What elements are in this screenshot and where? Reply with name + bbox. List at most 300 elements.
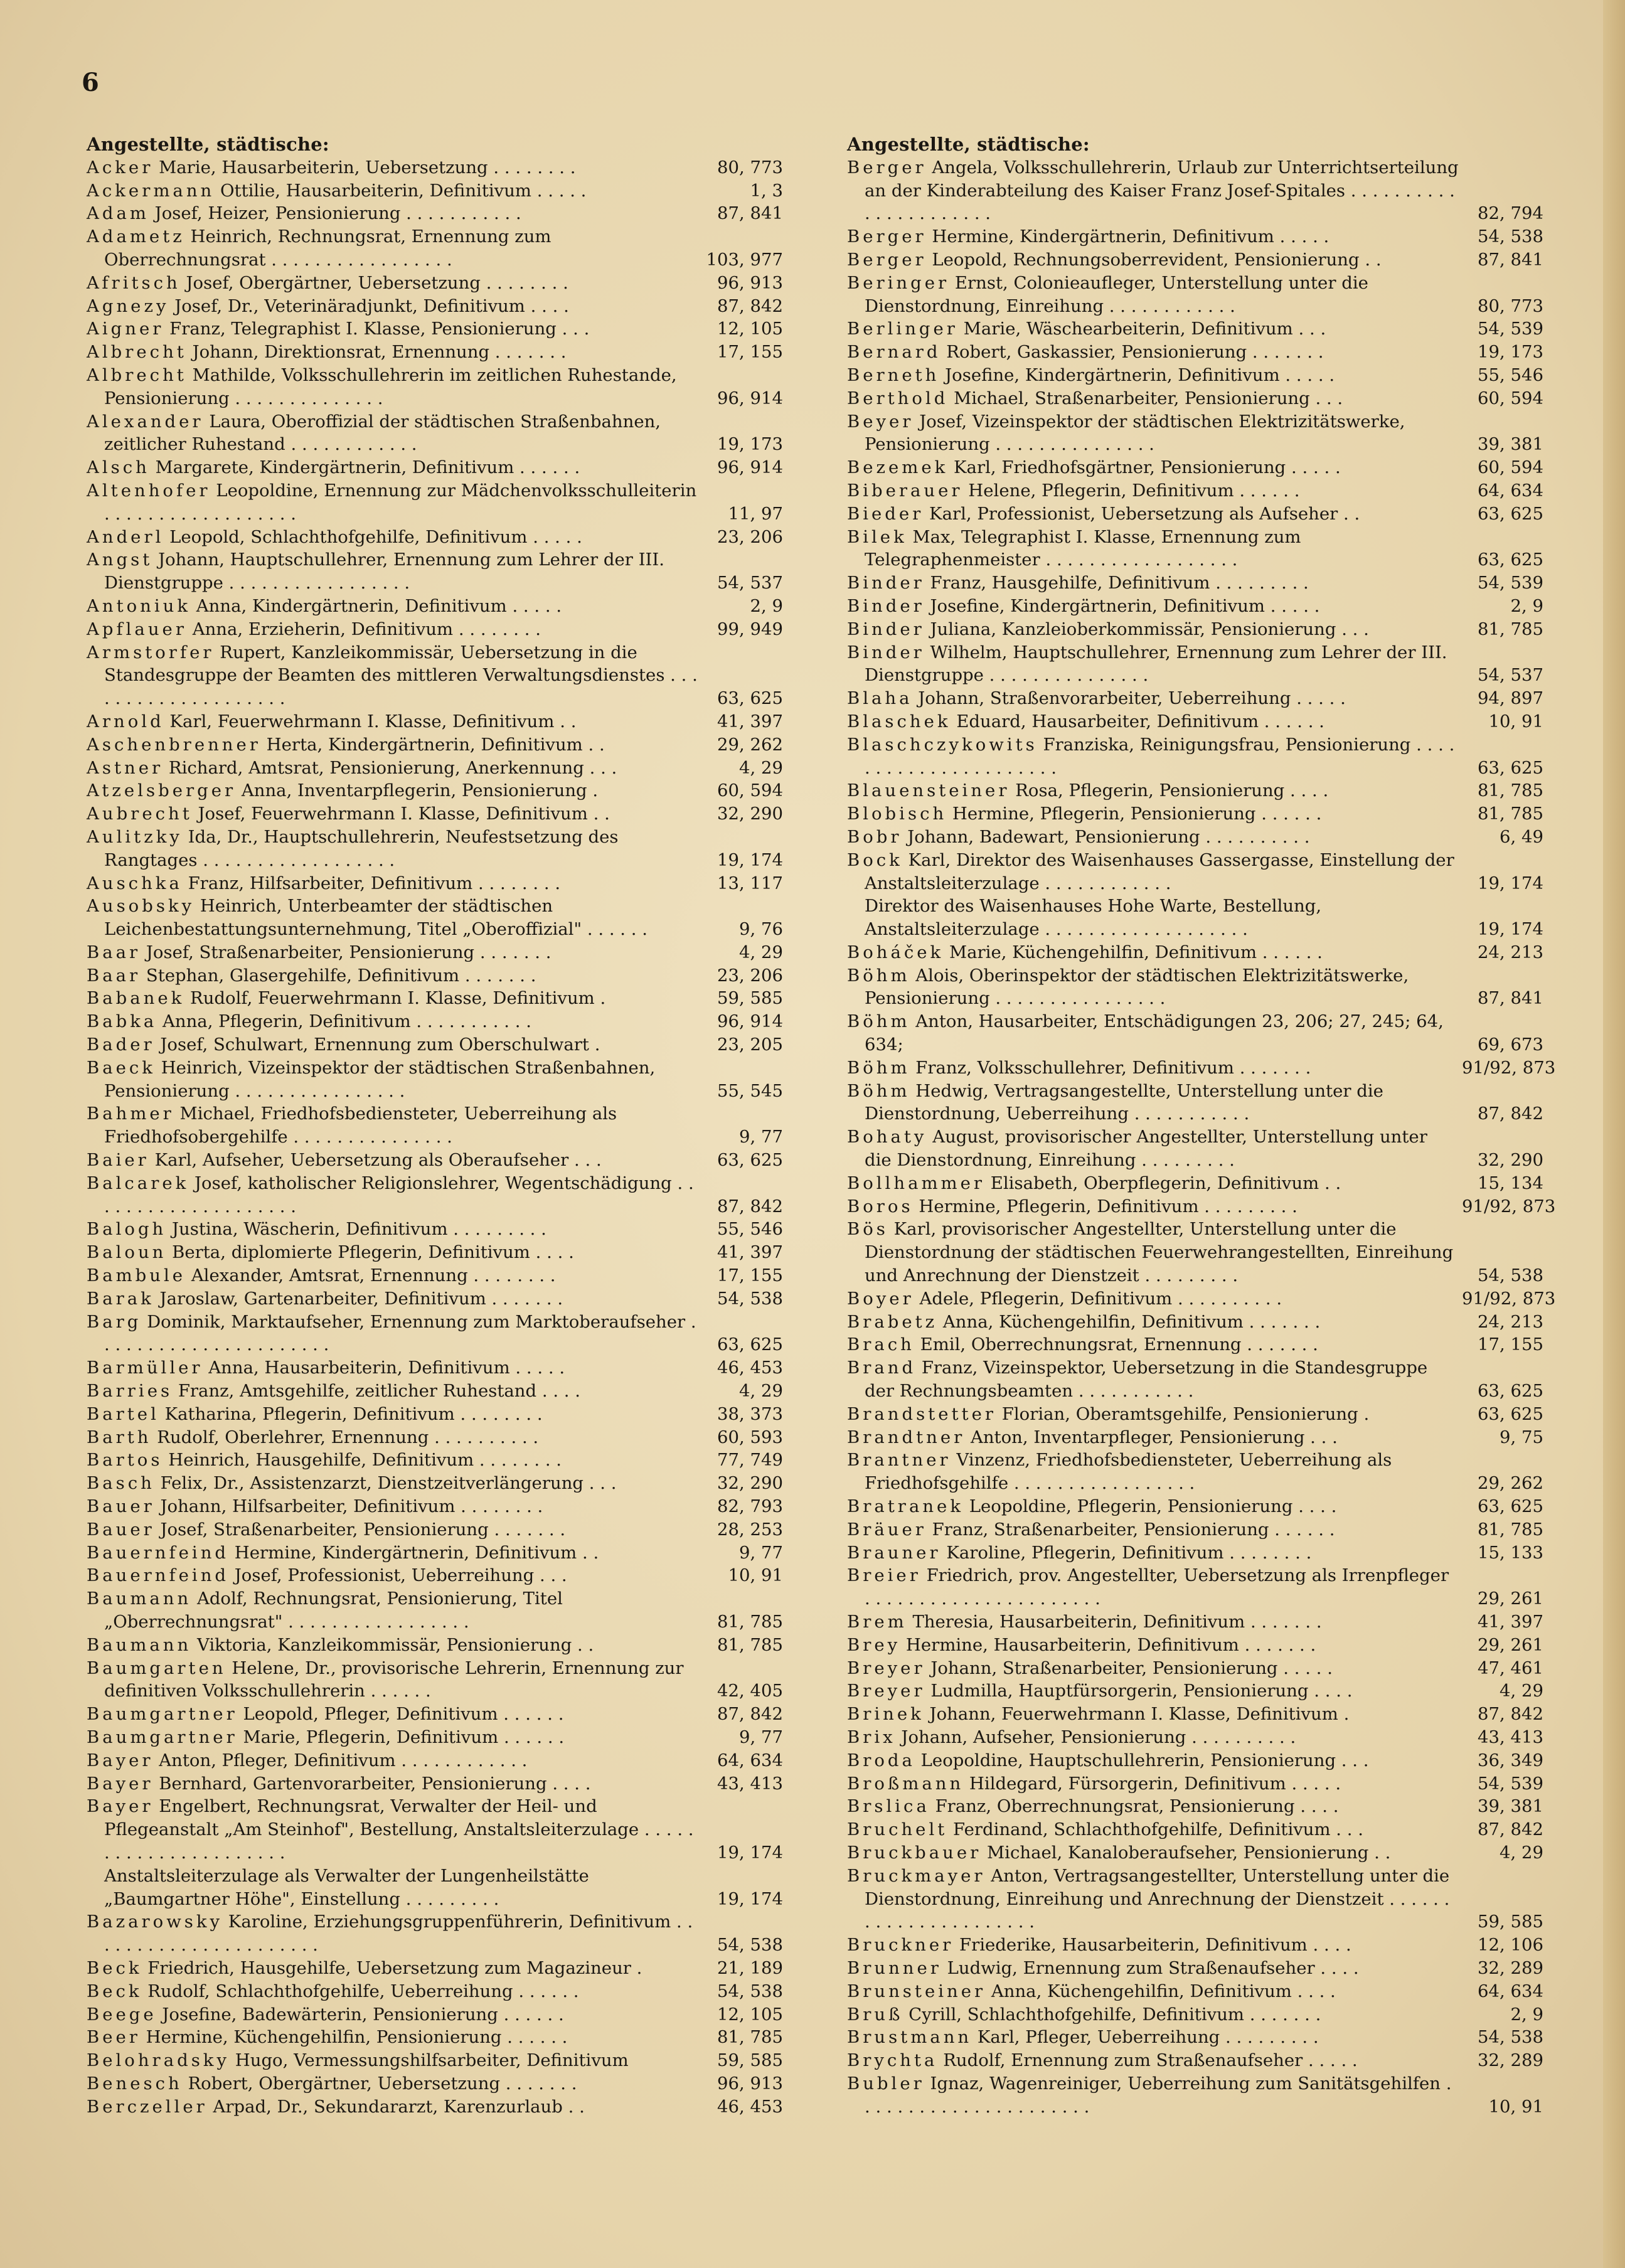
entry-description: Franz, Vizeinspektor, Uebersetzung in die Standesgruppe der Rechnungsbeamten . . . . . . . . . . . xyxy=(865,1358,1428,1402)
entry-description: Florian, Oberamtsgehilfe, Pensionierung . xyxy=(996,1403,1370,1424)
entry-surname: Anderl xyxy=(87,526,164,547)
entry-description: Josef, Obergärtner, Uebersetzung . . . . . . . . xyxy=(180,272,568,293)
entry-surname: Blaschek xyxy=(847,711,951,732)
entry-surname: Angst xyxy=(87,550,153,570)
entry-reference: 87, 842 xyxy=(1478,1104,1543,1124)
index-entry xyxy=(87,410,783,457)
entry-description: Michael, Kanaloberaufseher, Pensionierung . . xyxy=(981,1842,1391,1863)
entry-reference: 28, 253 xyxy=(717,1519,783,1540)
index-entry xyxy=(847,479,1543,503)
entry-reference: 19, 174 xyxy=(1478,873,1543,893)
entry-description: Heinrich, Vizeinspektor der städtischen Straßenbahnen, Pensionierung . . . . . . . . . . . . . . . . xyxy=(104,1057,656,1101)
entry-surname: Beringer xyxy=(847,272,950,293)
index-entry xyxy=(847,572,1543,595)
entry-reference: 9, 77 xyxy=(739,1542,783,1563)
entry-description: Anna, Küchengehilfin, Definitivum . . . . xyxy=(986,1981,1336,2001)
index-entry xyxy=(87,641,783,710)
entry-description: Marie, Küchengehilfin, Definitivum . . . . . . xyxy=(944,942,1323,962)
entry-reference: 9, 76 xyxy=(739,919,783,940)
entry-description: Johann, Direktionsrat, Ernennung . . . . . . . xyxy=(186,342,567,363)
entry-reference: 39, 381 xyxy=(1478,434,1543,455)
index-entry xyxy=(847,1610,1543,1634)
index-entry xyxy=(87,202,783,225)
entry-reference: 63, 625 xyxy=(1478,550,1543,570)
index-entry xyxy=(847,272,1543,318)
index-entry xyxy=(847,410,1543,457)
entry-surname: Acker xyxy=(87,157,154,178)
entry-surname: Baumann xyxy=(87,1589,192,1609)
entry-description: Herta, Kindergärtnerin, Definitivum . . xyxy=(260,734,605,755)
entry-reference: 64, 634 xyxy=(717,1750,783,1770)
index-entry xyxy=(847,849,1543,895)
entry-description: Anna, Pflegerin, Definitivum . . . . . . . . . . . xyxy=(157,1011,531,1032)
entry-surname: Brantner xyxy=(847,1450,951,1471)
entry-surname: Benesch xyxy=(87,2073,183,2094)
entry-reference: 54, 537 xyxy=(717,573,783,594)
entry-description: Rosa, Pflegerin, Pensionierung . . . . xyxy=(1010,780,1329,801)
index-entry xyxy=(87,1426,783,1449)
entry-surname: Brabetz xyxy=(847,1311,938,1332)
index-entry xyxy=(87,1149,783,1172)
index-entry xyxy=(847,687,1543,710)
entry-reference: 9, 77 xyxy=(739,1727,783,1747)
entry-description: Leopold, Rechnungsoberrevident, Pensionierung . . xyxy=(926,249,1382,270)
entry-reference: 81, 785 xyxy=(1478,1519,1543,1540)
entry-description: Berta, diplomierte Pflegerin, Definitivum . . . . xyxy=(166,1242,574,1263)
entry-reference: 21, 189 xyxy=(717,1957,783,1978)
entry-surname: Baier xyxy=(87,1150,149,1171)
entry-reference: 10, 91 xyxy=(728,1565,783,1586)
entry-description: Max, Telegraphist I. Klasse, Ernennung zum Telegraphenmeister . . . . . . . . . . . . . . . . . . xyxy=(865,526,1301,570)
entry-surname: Bruckmayer xyxy=(847,1865,986,1886)
entry-reference: 15, 133 xyxy=(1478,1542,1543,1563)
index-entry xyxy=(87,456,783,479)
column-heading: Angestellte, städtische: xyxy=(87,134,329,155)
entry-surname: Binder xyxy=(847,642,925,663)
entry-description: Hermine, Küchengehilfin, Pensionierung . . . . . . xyxy=(140,2027,568,2048)
index-entry xyxy=(87,1495,783,1518)
entry-surname: Brem xyxy=(847,1612,907,1632)
entry-description: Anstaltsleiterzulage als Verwalter der Lungenheilstätte „Baumgartner Höhe", Einstellung . . . . . . . . . xyxy=(104,1865,589,1909)
index-entry xyxy=(87,1910,783,1957)
entry-reference: 87, 842 xyxy=(717,1704,783,1725)
index-entry xyxy=(847,1287,1556,1311)
entry-reference: 81, 785 xyxy=(1478,619,1543,639)
entry-reference: 42, 405 xyxy=(717,1681,783,1701)
entry-surname: Boros xyxy=(847,1196,914,1217)
entry-reference: 47, 461 xyxy=(1478,1658,1543,1678)
entry-surname: Basch xyxy=(87,1473,155,1494)
entry-reference: 17, 155 xyxy=(717,1265,783,1286)
entry-description: Johann, Aufseher, Pensionierung . . . . . . . . . . xyxy=(895,1727,1296,1747)
entry-description: Hugo, Vermessungshilfsarbeiter, Definitivum xyxy=(230,2050,629,2071)
entry-reference: 38, 373 xyxy=(717,1403,783,1424)
entry-surname: Brauner xyxy=(847,1542,941,1563)
entry-surname: Baar xyxy=(87,965,141,986)
entry-description: Josefine, Kindergärtnerin, Definitivum . . . . . xyxy=(924,595,1320,616)
index-entry xyxy=(87,2049,783,2072)
index-entry xyxy=(847,387,1543,410)
entry-reference: 32, 290 xyxy=(717,804,783,824)
entry-reference: 19, 174 xyxy=(1478,919,1543,940)
entry-description: Josef, Straßenarbeiter, Pensionierung . . . . . . . xyxy=(154,1519,566,1540)
entry-surname: Baumgartner xyxy=(87,1727,238,1747)
index-entry xyxy=(87,1356,783,1380)
entry-reference: 19, 173 xyxy=(717,434,783,455)
entry-reference: 63, 625 xyxy=(1478,1381,1543,1402)
entry-description: Josef, Vizeinspektor der städtischen Elektrizitätswerke, Pensionierung . . . . . . . . . . . . . . . xyxy=(865,411,1405,455)
index-entry xyxy=(847,1980,1543,2003)
entry-description: Johann, Badewart, Pensionierung . . . . . . . . . . xyxy=(902,826,1310,847)
entry-surname: Balogh xyxy=(87,1219,167,1240)
entry-reference: 96, 914 xyxy=(717,388,783,408)
index-entry xyxy=(87,1703,783,1726)
entry-reference: 23, 206 xyxy=(717,965,783,986)
entry-reference: 81, 785 xyxy=(717,1612,783,1632)
index-entry xyxy=(87,826,783,872)
index-entry xyxy=(87,802,783,826)
entry-surname: Brandstetter xyxy=(847,1403,997,1424)
index-entry xyxy=(87,987,783,1010)
entry-description: Direktor des Waisenhauses Hohe Warte, Bestellung, Anstaltsleiterzulage . . . . . . . . . . . . . . . . . . . xyxy=(865,896,1322,940)
entry-reference: 12, 105 xyxy=(717,2004,783,2025)
entry-description: Heinrich, Hausgehilfe, Definitivum . . . . . . . . xyxy=(162,1450,562,1471)
entry-surname: Barth xyxy=(87,1427,152,1447)
index-entry xyxy=(87,2003,783,2026)
entry-description: Elisabeth, Oberpflegerin, Definitivum . . xyxy=(985,1173,1341,1193)
index-entry xyxy=(847,1010,1543,1057)
entry-surname: Barmüller xyxy=(87,1358,203,1378)
entry-surname: Bezemek xyxy=(847,457,949,478)
entry-surname: Brand xyxy=(847,1358,917,1378)
entry-surname: Bayer xyxy=(87,1773,154,1794)
entry-surname: Beer xyxy=(87,2027,141,2048)
entry-surname: Baeck xyxy=(87,1057,156,1078)
entry-description: Hermine, Pflegerin, Pensionierung . . . . . . xyxy=(947,804,1322,824)
entry-description: Hildegard, Fürsorgerin, Definitivum . . . . . xyxy=(964,1773,1341,1794)
entry-surname: Bös xyxy=(847,1219,888,1240)
index-entry xyxy=(847,1356,1543,1403)
entry-description: Justina, Wäscherin, Definitivum . . . . . . . . . xyxy=(166,1219,546,1240)
entry-surname: Bohaty xyxy=(847,1127,927,1147)
entry-description: Helene, Dr., provisorische Lehrerin, Ernennung zur definitiven Volksschullehrerin . . . . . . xyxy=(104,1658,684,1701)
entry-description: Jaroslaw, Gartenarbeiter, Definitivum . . . . . . . xyxy=(154,1288,563,1309)
index-entry xyxy=(847,317,1543,341)
entry-description: Anna, Hausarbeiterin, Definitivum . . . . . xyxy=(203,1358,565,1378)
index-entry xyxy=(87,1587,783,1634)
entry-reference: 29, 262 xyxy=(1478,1473,1543,1494)
index-entry xyxy=(87,872,783,895)
entry-reference: 82, 794 xyxy=(1478,203,1543,224)
entry-reference: 81, 785 xyxy=(1478,780,1543,801)
index-entry xyxy=(847,618,1543,641)
index-entry xyxy=(87,1472,783,1495)
entry-surname: Armstorfer xyxy=(87,642,215,663)
entry-surname: Aubrecht xyxy=(87,804,193,824)
entry-surname: Berger xyxy=(847,157,927,178)
entry-description: Heinrich, Rechnungsrat, Ernennung zum Oberrechnungsrat . . . . . . . . . . . . . . . . . xyxy=(104,226,551,270)
index-entry xyxy=(847,503,1543,526)
column-right xyxy=(847,133,1556,2119)
entry-description: Anton, Vertragsangestellter, Unterstellung unter die Dienstordnung, Einreihung und Anrechnung der Dienstzeit . . . . . . . . . . . . . . . . . . . . . . xyxy=(865,1865,1450,1932)
entry-reference: 59, 585 xyxy=(1478,1912,1543,1932)
entry-description: Katharina, Pflegerin, Definitivum . . . . . . . . xyxy=(159,1403,543,1424)
entry-reference: 63, 625 xyxy=(1478,1403,1543,1424)
column-heading: Angestellte, städtische: xyxy=(847,134,1090,155)
entry-reference: 9, 77 xyxy=(739,1127,783,1147)
entry-description: Johann, Straßenvorarbeiter, Ueberreihung . . . . . xyxy=(912,688,1346,709)
entry-description: Josef, Professionist, Ueberreihung . . . xyxy=(229,1565,567,1586)
entry-reference: 32, 289 xyxy=(1478,1957,1543,1978)
entry-surname: Baumgartner xyxy=(87,1704,238,1725)
index-entry xyxy=(847,341,1543,364)
entry-surname: Bauer xyxy=(87,1519,155,1540)
entry-reference: 54, 538 xyxy=(717,1981,783,2001)
entry-description: Karl, provisorischer Angestellter, Unterstellung unter die Dienstordnung der städtischen Feuerwehrangestellten, Einreihung und Anrechnung der Dienstzeit . . . . . . . . . xyxy=(865,1219,1454,1286)
entry-description: Vinzenz, Friedhofsbediensteter, Ueberreihung als Friedhofsgehilfe . . . . . . . . . . . . . . . . . xyxy=(865,1450,1392,1494)
entry-description: Anton, Inventarpfleger, Pensionierung . . . xyxy=(965,1427,1338,1447)
index-entry xyxy=(87,548,783,595)
entry-description: Karl, Professionist, Uebersetzung als Aufseher . . xyxy=(924,503,1360,524)
entry-description: Josefine, Badewärterin, Pensionierung . . . . . . xyxy=(156,2004,564,2025)
entry-description: Franz, Telegraphist I. Klasse, Pensionierung . . . xyxy=(164,319,590,339)
entry-surname: Bock xyxy=(847,849,903,870)
index-entry xyxy=(847,1957,1543,1980)
entry-surname: Bratranek xyxy=(847,1496,964,1517)
entry-description: Angela, Volksschullehrerin, Urlaub zur Unterrichtserteilung an der Kinderabteilung des Kaiser Franz Josef-Spitales . . . . . . . . . . . . . . . . . . . . . . xyxy=(865,157,1459,224)
entry-reference: 43, 413 xyxy=(717,1773,783,1794)
page-edge xyxy=(1603,0,1625,2268)
entry-surname: Antoniuk xyxy=(87,595,191,616)
entry-description: Josef, Dr., Veterinäradjunkt, Definitivum . . . . xyxy=(169,295,569,316)
entry-surname: Baloun xyxy=(87,1242,167,1263)
entry-description: Anna, Erzieherin, Definitivum . . . . . . . . xyxy=(186,619,541,639)
entry-surname: Blaschczykowits xyxy=(847,734,1038,755)
index-entry xyxy=(87,317,783,341)
entry-surname: Barries xyxy=(87,1381,173,1402)
entry-reference: 12, 105 xyxy=(717,319,783,339)
index-entry xyxy=(87,1749,783,1772)
entry-reference: 29, 262 xyxy=(717,734,783,755)
entry-surname: Baumann xyxy=(87,1634,192,1655)
entry-description: Franz, Hilfsarbeiter, Definitivum . . . . . . . . xyxy=(182,873,561,893)
entry-reference: 43, 413 xyxy=(1478,1727,1543,1747)
entry-reference: 4, 29 xyxy=(739,942,783,962)
entry-surname: Brunsteiner xyxy=(847,1981,986,2001)
entry-reference: 54, 538 xyxy=(1478,2027,1543,2048)
entry-reference: 23, 206 xyxy=(717,526,783,547)
entry-reference: 32, 290 xyxy=(1478,1150,1543,1171)
index-entry xyxy=(847,2072,1543,2119)
entry-reference: 96, 914 xyxy=(717,457,783,478)
entry-reference: 96, 914 xyxy=(717,1011,783,1032)
entry-reference: 54, 538 xyxy=(1478,226,1543,247)
index-entry xyxy=(87,1865,783,1911)
entry-reference: 91/92, 873 xyxy=(1462,1288,1556,1309)
index-entry xyxy=(87,2072,783,2095)
entry-surname: Ausobsky xyxy=(87,896,195,917)
entry-reference: 23, 205 xyxy=(717,1035,783,1055)
entry-surname: Beyer xyxy=(847,411,914,432)
index-entry xyxy=(87,1033,783,1057)
entry-surname: Adametz xyxy=(87,226,185,247)
entry-description: Eduard, Hausarbeiter, Definitivum . . . . . . xyxy=(951,711,1324,732)
index-entry xyxy=(847,1680,1543,1703)
entry-surname: Bräuer xyxy=(847,1519,927,1540)
entry-description: Rudolf, Ernennung zum Straßenaufseher . . . . . xyxy=(937,2050,1358,2071)
entry-reference: 15, 134 xyxy=(1478,1173,1543,1193)
index-entry xyxy=(847,1172,1543,1195)
index-entry xyxy=(87,1564,783,1587)
index-entry xyxy=(87,595,783,618)
entry-reference: 2, 9 xyxy=(1510,595,1543,616)
entry-surname: Bahmer xyxy=(87,1104,174,1124)
entry-reference: 36, 349 xyxy=(1478,1750,1543,1770)
index-entry xyxy=(87,1102,783,1149)
entry-reference: 80, 773 xyxy=(717,157,783,178)
entry-surname: Böhm xyxy=(847,1080,910,1101)
entry-reference: 63, 625 xyxy=(1478,757,1543,778)
entry-surname: Aschenbrenner xyxy=(87,734,261,755)
entry-description: Hermine, Kindergärtnerin, Definitivum . . xyxy=(229,1542,599,1563)
entry-description: Alexander, Amtsrat, Ernennung . . . . . . . . xyxy=(186,1265,556,1286)
index-entry xyxy=(87,1634,783,1657)
entry-surname: Afritsch xyxy=(87,272,181,293)
entry-reference: 46, 453 xyxy=(717,1358,783,1378)
entry-surname: Brandtner xyxy=(847,1427,966,1447)
entry-description: Josef, Straßenarbeiter, Pensionierung . . . . . . . xyxy=(141,942,551,962)
index-entry xyxy=(87,1726,783,1749)
entry-description: Marie, Pflegerin, Definitivum . . . . . . xyxy=(237,1727,565,1747)
entry-reference: 69, 673 xyxy=(1478,1035,1543,1055)
entry-reference: 11, 97 xyxy=(728,503,783,524)
entry-description: Franz, Straßenarbeiter, Pensionierung . . . . . . xyxy=(926,1519,1335,1540)
entry-surname: Bader xyxy=(87,1035,155,1055)
entry-description: Bernhard, Gartenvorarbeiter, Pensionierung . . . . xyxy=(153,1773,591,1794)
index-entry xyxy=(87,1010,783,1033)
index-entry xyxy=(87,1980,783,2003)
entry-reference: 54, 539 xyxy=(1478,1773,1543,1794)
entry-description: Ignaz, Wagenreiniger, Ueberreihung zum Sanitätsgehilfen . . . . . . . . . . . . . . . . . . . . . . xyxy=(865,2073,1452,2117)
entry-surname: Berger xyxy=(847,249,927,270)
entry-surname: Barg xyxy=(87,1311,142,1332)
entry-surname: Albrecht xyxy=(87,365,187,385)
entry-description: Leopold, Pfleger, Definitivum . . . . . . xyxy=(237,1704,564,1725)
entry-reference: 96, 913 xyxy=(717,2073,783,2094)
entry-description: Hermine, Kindergärtnerin, Definitivum . . . . . xyxy=(926,226,1329,247)
entry-reference: 87, 841 xyxy=(717,203,783,224)
entry-reference: 60, 594 xyxy=(717,780,783,801)
entry-reference: 6, 49 xyxy=(1500,826,1543,847)
entry-description: Robert, Obergärtner, Uebersetzung . . . . . . . xyxy=(182,2073,577,2094)
entry-reference: 55, 545 xyxy=(717,1080,783,1101)
entry-reference: 4, 29 xyxy=(1500,1842,1543,1863)
entry-surname: Blobisch xyxy=(847,804,947,824)
entry-surname: Breier xyxy=(847,1565,921,1586)
entry-surname: Alexander xyxy=(87,411,204,432)
entry-surname: Brunner xyxy=(847,1957,942,1978)
entry-description: Hedwig, Vertragsangestellte, Unterstellung unter die Dienstordnung, Ueberreihung . . . . . . . . . . . xyxy=(865,1080,1383,1124)
index-entry xyxy=(847,1057,1556,1080)
entry-description: Anton, Hausarbeiter, Entschädigungen 23, 206; 27, 245; 64, 634; xyxy=(865,1011,1444,1055)
index-entry xyxy=(847,1934,1543,1957)
entry-description: Josef, katholischer Religionslehrer, Wegentschädigung . . . . . . . . . . . . . . . . . . . . xyxy=(104,1173,694,1217)
index-entry xyxy=(87,1518,783,1541)
index-entry xyxy=(87,757,783,780)
entry-description: Viktoria, Kanzleikommissär, Pensionierung . . xyxy=(191,1634,594,1655)
entry-reference: 80, 773 xyxy=(1478,295,1543,316)
index-entry xyxy=(847,964,1543,1011)
entry-surname: Berneth xyxy=(847,365,940,385)
index-entry xyxy=(87,1795,783,1864)
entry-surname: Boháček xyxy=(847,942,944,962)
entry-description: Dominik, Marktaufseher, Ernennung zum Marktoberaufseher . . . . . . . . . . . . . . . . . . . . . . xyxy=(104,1311,696,1355)
entry-reference: 87, 842 xyxy=(717,1196,783,1217)
entry-surname: Aigner xyxy=(87,319,164,339)
entry-reference: 19, 174 xyxy=(717,849,783,870)
entry-surname: Berlinger xyxy=(847,319,958,339)
entry-reference: 87, 842 xyxy=(1478,1704,1543,1725)
entry-reference: 17, 155 xyxy=(717,342,783,363)
entry-description: Rudolf, Schlachthofgehilfe, Ueberreihung . . . . . . xyxy=(142,1981,579,2001)
entry-surname: Bobr xyxy=(847,826,902,847)
entry-description: Hermine, Hausarbeiterin, Definitivum . . . . . . . xyxy=(900,1634,1316,1655)
entry-reference: 60, 593 xyxy=(717,1427,783,1447)
entry-description: Friedrich, Hausgehilfe, Uebersetzung zum Magazineur . xyxy=(142,1957,642,1978)
index-entry xyxy=(847,1311,1543,1334)
index-entry xyxy=(847,595,1543,618)
entry-reference: 29, 261 xyxy=(1478,1634,1543,1655)
entry-surname: Astner xyxy=(87,757,164,778)
entry-surname: Breyer xyxy=(847,1658,925,1678)
entry-description: Stephan, Glasergehilfe, Definitivum . . . . . . . xyxy=(141,965,536,986)
entry-surname: Boyer xyxy=(847,1288,914,1309)
entry-description: Laura, Oberoffizial der städtischen Straßenbahnen, zeitlicher Ruhestand . . . . . . . . . . . . xyxy=(104,411,661,455)
index-entry xyxy=(847,1657,1543,1680)
entry-surname: Bauer xyxy=(87,1496,155,1517)
entry-reference: 4, 29 xyxy=(739,1381,783,1402)
index-entry xyxy=(87,1287,783,1311)
index-entry xyxy=(847,2049,1543,2072)
entry-surname: Baar xyxy=(87,942,141,962)
index-entry xyxy=(87,225,783,272)
index-entry xyxy=(87,779,783,802)
entry-reference: 59, 585 xyxy=(717,2050,783,2071)
entry-description: Anna, Inventarpflegerin, Pensionierung . xyxy=(236,780,599,801)
entry-reference: 2, 9 xyxy=(750,595,783,616)
entry-surname: Brey xyxy=(847,1634,901,1655)
entry-description: Heinrich, Unterbeamter der städtischen Leichenbestattungsunternehmung, Titel „Oberoffizial" . . . . . . xyxy=(104,896,648,940)
entry-surname: Broda xyxy=(847,1750,915,1770)
entry-surname: Bartos xyxy=(87,1450,163,1471)
index-entry xyxy=(87,1449,783,1472)
entry-surname: Brychta xyxy=(847,2050,938,2071)
entry-surname: Barak xyxy=(87,1288,154,1309)
index-entry xyxy=(87,895,783,941)
index-entry xyxy=(847,941,1543,964)
entry-reference: 2, 9 xyxy=(1510,2004,1543,2025)
entry-description: Cyrill, Schlachthofgehilfe, Definitivum . . . . . . . xyxy=(903,2004,1321,2025)
entry-description: Michael, Friedhofsbediensteter, Ueberreihung als Friedhofsobergehilfe . . . . . . . . . . . . . . . xyxy=(104,1104,617,1147)
entry-description: Ferdinand, Schlachthofgehilfe, Definitivum . . . xyxy=(947,1819,1364,1840)
entry-reference: 13, 117 xyxy=(717,873,783,893)
entry-description: Josefine, Kindergärtnerin, Definitivum . . . . . xyxy=(939,365,1335,385)
index-entry xyxy=(847,1195,1556,1218)
index-entry xyxy=(847,1403,1543,1426)
entry-reference: 24, 213 xyxy=(1478,1311,1543,1332)
entry-surname: Bruß xyxy=(847,2004,903,2025)
entry-reference: 19, 174 xyxy=(717,1842,783,1863)
